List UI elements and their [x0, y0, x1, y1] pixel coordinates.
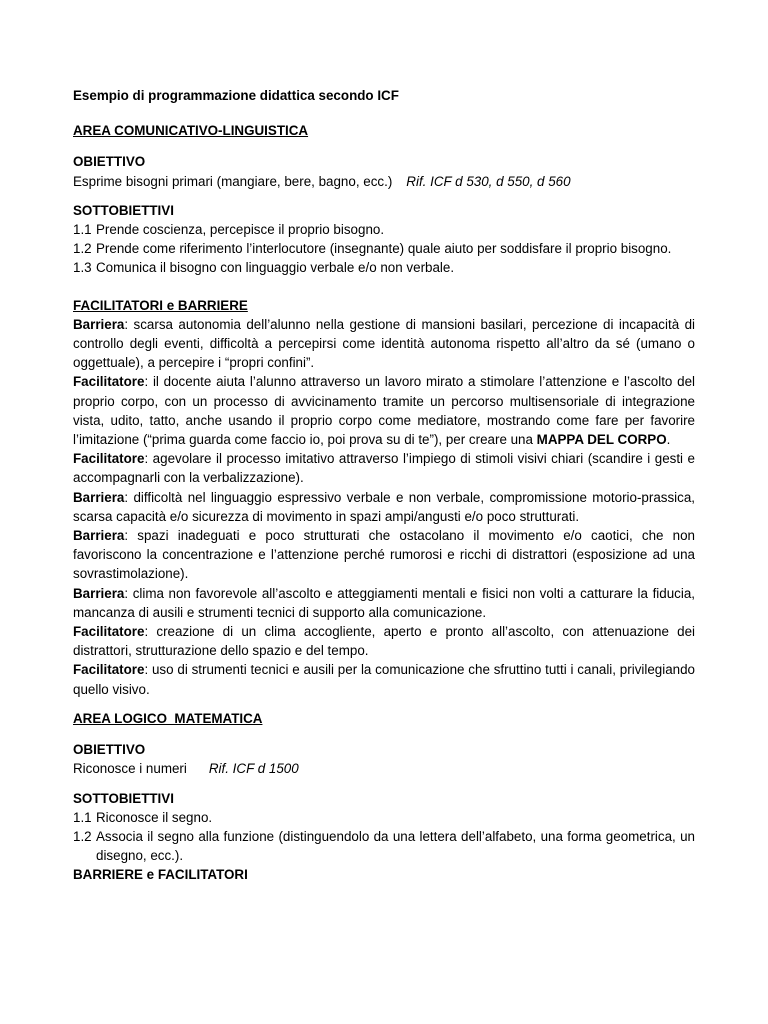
item-label: Facilitatore: [73, 624, 145, 640]
area-heading-logico-matematica: AREA LOGICO_MATEMATICA: [73, 710, 263, 726]
sottobiettivi-block: [73, 789, 695, 885]
item-tail: .: [666, 432, 671, 448]
barriera-paragraph: [73, 488, 695, 526]
list-item: [73, 258, 695, 277]
barriere-facilitatori-heading: BARRIERE e FACILITATORI: [73, 867, 248, 883]
area-heading-comunicativo: AREA COMUNICATIVO-LINGUISTICA: [73, 123, 309, 139]
sottobiettivi-block: [73, 201, 695, 278]
list-item-text: Prende coscienza, percepisce il proprio bisogno.: [96, 222, 385, 238]
item-text: : creazione di un clima accogliente, aperto e pronto all’ascolto, con attenuazione dei distrattori, strutturazione dello spazio e del tempo.: [73, 624, 695, 659]
facilitatore-paragraph: [73, 449, 695, 487]
facilitatori-barriere-block: [73, 296, 695, 699]
list-item: [73, 808, 695, 827]
item-text: : il docente aiuta l’alunno attraverso un lavoro mirato a stimolare l’attenzione e l’ascolto del proprio corpo, con un processo di avvicinamento tramite un percorso multisensoriale di integrazione vista, udito, tatto, anche usando il proprio corpo come mediatore, mostrando come fare per favorire l’imitazione (“prima guarda come faccio io, poi prova su di te”), per creare una: [73, 374, 695, 448]
mappa-del-corpo-emphasis: MAPPA DEL CORPO: [536, 432, 667, 448]
list-item: [73, 827, 695, 865]
list-item: [73, 220, 695, 239]
list-item-number: 1.2: [73, 241, 92, 257]
obiettivo-text: [73, 172, 695, 191]
item-label: Barriera: [73, 585, 125, 601]
obiettivo-text: [73, 759, 695, 778]
list-item-number: 1.1: [73, 222, 92, 238]
facilitatore-paragraph: [73, 372, 695, 449]
item-text: : uso di strumenti tecnici e ausili per la comunicazione che sfruttino tutti i canali, privilegiando quello visivo.: [73, 662, 695, 697]
obiettivo-description: Esprime bisogni primari (mangiare, bere, bagno, ecc.): [73, 173, 393, 189]
item-text: : difficoltà nel linguaggio espressivo verbale e non verbale, compromissione motorio-prassica, scarsa capacità e/o sicurezza di movimento in spazi ampi/angusti e/o poco strutturati.: [73, 489, 695, 524]
item-label: Facilitatore: [73, 662, 145, 678]
list-item-text: Comunica il bisogno con linguaggio verbale e/o non verbale.: [96, 260, 455, 276]
list-item-number: 1.1: [73, 809, 92, 825]
list-item: [73, 239, 695, 258]
obiettivo-label: OBIETTIVO: [73, 154, 146, 170]
list-item-text: Associa il segno alla funzione (distinguendolo da una lettera dell’alfabeto, una forma geometrica, un disegno, ecc.).: [96, 828, 695, 864]
item-text: : clima non favorevole all’ascolto e atteggiamenti mentali e fisici non volti a catturare la fiducia, mancanza di ausili e strumenti tecnici di supporto alla comunicazione.: [73, 585, 695, 620]
document-page: [73, 86, 695, 885]
item-label: Barriera: [73, 528, 125, 544]
icf-reference: Rif. ICF d 530, d 550, d 560: [406, 173, 571, 189]
barriera-paragraph: [73, 584, 695, 622]
item-text: : scarsa autonomia dell’alunno nella gestione di mansioni basilari, percezione di incapacità di controllo degli eventi, difficoltà a percepirsi come identità autonoma rispetto all’altro da sé (umano o oggettuale), a percepire i “propri confini”.: [73, 316, 695, 371]
item-label: Barriera: [73, 316, 125, 332]
fb-heading: FACILITATORI e BARRIERE: [73, 297, 248, 313]
list-item-text: Prende come riferimento l’interlocutore (insegnante) quale aiuto per soddisfare il proprio bisogno.: [96, 241, 672, 257]
facilitatore-paragraph: [73, 660, 695, 698]
obiettivo-label: OBIETTIVO: [73, 742, 146, 758]
list-item-number: 1.3: [73, 260, 92, 276]
item-text: : agevolare il processo imitativo attraverso l’impiego di stimoli visivi chiari (scandire i gesti e accompagnarli con la verbalizzazione).: [73, 451, 695, 486]
obiettivo-description: Riconosce i numeri: [73, 761, 187, 777]
item-text: : spazi inadeguati e poco strutturati che ostacolano il movimento e/o caotici, che non favoriscono la concentrazione e l’attenzione perché rumorosi e ricchi di distrattori (esposizione ad una sovrastimolazione).: [73, 528, 695, 582]
item-label: Facilitatore: [73, 451, 145, 467]
obiettivo-block: [73, 740, 695, 778]
list-item-number: 1.2: [73, 828, 92, 844]
item-label: Barriera: [73, 489, 125, 505]
sottobiettivi-label: SOTTOBIETTIVI: [73, 790, 174, 806]
facilitatore-paragraph: [73, 622, 695, 660]
barriera-paragraph: [73, 315, 695, 373]
item-label: Facilitatore: [73, 374, 145, 390]
document-title: Esempio di programmazione didattica secondo ICF: [73, 88, 399, 103]
list-item-text: Riconosce il segno.: [96, 809, 213, 825]
barriera-paragraph: [73, 526, 695, 584]
icf-reference: Rif. ICF d 1500: [208, 761, 299, 777]
obiettivo-block: [73, 152, 695, 190]
sottobiettivi-label: SOTTOBIETTIVI: [73, 202, 174, 218]
